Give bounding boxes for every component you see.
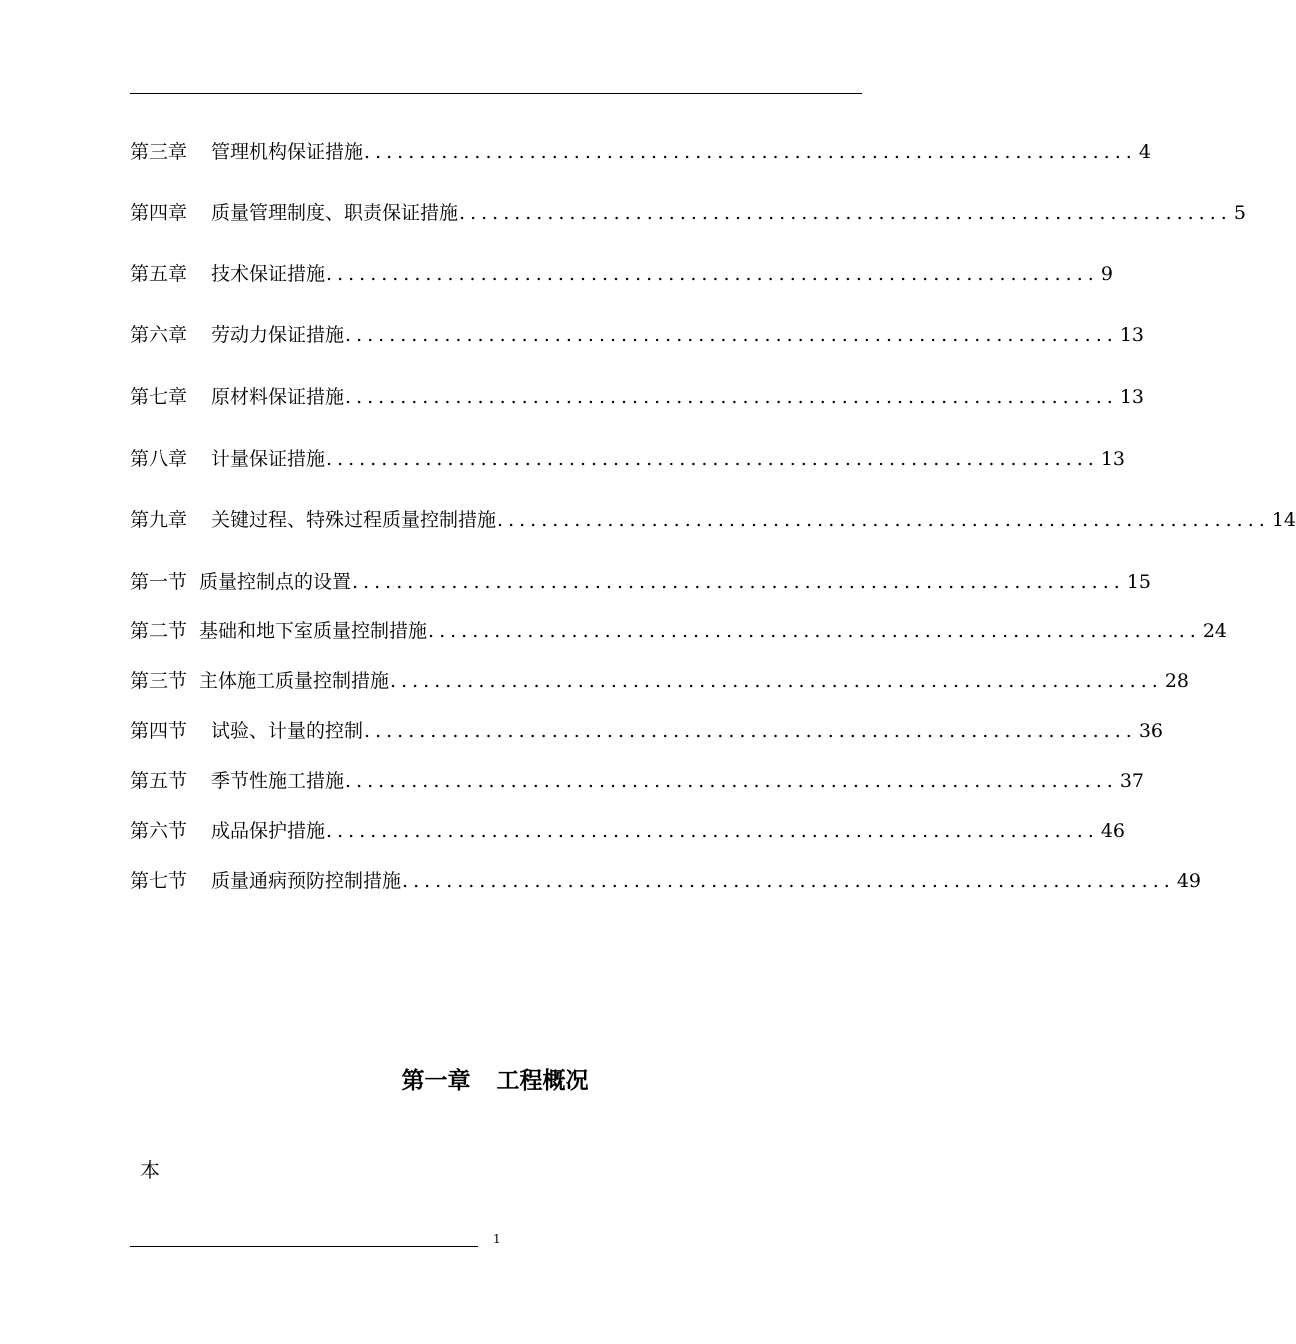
toc-entry-number: 第四章 [130, 202, 188, 224]
toc-entry-title: 管理机构保证措施 [211, 141, 364, 163]
toc-entry[interactable] [130, 567, 1151, 597]
toc-entry-page: 15 [1126, 571, 1151, 593]
toc-entry-title: 质量控制点的设置 [199, 571, 352, 593]
toc-entry-number: 第九章 [130, 509, 188, 531]
toc-entry-page: 9 [1100, 263, 1113, 285]
toc-entry-title: 质量通病预防控制措施 [211, 870, 402, 892]
page-number: 1 [493, 1232, 501, 1246]
toc-entry[interactable] [130, 259, 1113, 289]
toc-entry[interactable] [130, 382, 1144, 412]
toc-entry-title: 试验、计量的控制 [211, 720, 364, 742]
toc-entry-number: 第八章 [130, 448, 188, 470]
toc-entry-title: 劳动力保证措施 [211, 324, 345, 346]
toc-entry-page: 14 [1271, 509, 1296, 531]
toc-entry-title: 主体施工质量控制措施 [199, 670, 390, 692]
toc-entry-page: 13 [1119, 324, 1144, 346]
toc-entry-number: 第六节 [130, 820, 188, 842]
toc-entry-number: 第四节 [130, 720, 188, 742]
toc-leader-dots: ...................................................................... [326, 820, 1099, 842]
toc-entry-number: 第三节 [130, 670, 188, 692]
toc-entry-page: 46 [1100, 820, 1125, 842]
toc-entry-title: 原材料保证措施 [211, 386, 345, 408]
toc-leader-dots: ...................................................................... [364, 141, 1137, 163]
toc-entry-page: 5 [1233, 202, 1246, 224]
toc-entry[interactable] [130, 137, 1151, 167]
toc-entry-number: 第二节 [130, 620, 188, 642]
toc-entry-page: 24 [1202, 620, 1227, 642]
toc-entry-number: 第五节 [130, 770, 188, 792]
toc-entry-title: 基础和地下室质量控制措施 [199, 620, 428, 642]
toc-leader-dots: ...................................................................... [352, 571, 1125, 593]
toc-entry[interactable] [130, 198, 1246, 228]
toc-entry-title: 关键过程、特殊过程质量控制措施 [211, 509, 497, 531]
toc-entry[interactable] [130, 320, 1144, 350]
toc-entry-page: 49 [1176, 870, 1201, 892]
toc-entry-title: 质量管理制度、职责保证措施 [211, 202, 459, 224]
toc-leader-dots: ...................................................................... [402, 870, 1175, 892]
toc-entry[interactable] [130, 716, 1163, 746]
toc-entry[interactable] [130, 616, 1227, 646]
toc-entry[interactable] [130, 816, 1125, 846]
toc-entry-number: 第五章 [130, 263, 188, 285]
toc-leader-dots: ...................................................................... [345, 386, 1118, 408]
toc-entry[interactable] [130, 866, 1201, 896]
header-rule [130, 93, 862, 94]
toc-leader-dots: ...................................................................... [390, 670, 1163, 692]
toc-entry-page: 13 [1100, 448, 1125, 470]
toc-leader-dots: ...................................................................... [326, 448, 1099, 470]
toc-entry-page: 13 [1119, 386, 1144, 408]
chapter-heading [0, 1063, 990, 1099]
toc-entry-page: 28 [1164, 670, 1189, 692]
toc-entry[interactable] [130, 766, 1144, 796]
toc-entry[interactable] [130, 666, 1189, 696]
toc-entry[interactable] [130, 444, 1125, 474]
toc-entry-title: 技术保证措施 [211, 263, 326, 285]
toc-entry-title: 计量保证措施 [211, 448, 326, 470]
toc-entry-number: 第一节 [130, 571, 188, 593]
toc-leader-dots: ...................................................................... [326, 263, 1099, 285]
toc-leader-dots: ...................................................................... [345, 770, 1118, 792]
toc-leader-dots: ...................................................................... [428, 620, 1201, 642]
toc-leader-dots: ...................................................................... [459, 202, 1232, 224]
toc-entry-page: 4 [1138, 141, 1151, 163]
toc-entry-page: 36 [1138, 720, 1163, 742]
footer-rule [130, 1246, 478, 1247]
toc-entry-title: 成品保护措施 [211, 820, 326, 842]
toc-leader-dots: ...................................................................... [364, 720, 1137, 742]
toc-entry-number: 第七章 [130, 386, 188, 408]
toc-leader-dots: ...................................................................... [345, 324, 1118, 346]
chapter-number: 第一章 [401, 1068, 471, 1094]
toc-entry-page: 37 [1119, 770, 1144, 792]
toc-entry-title: 季节性施工措施 [211, 770, 345, 792]
toc-entry-number: 第六章 [130, 324, 188, 346]
toc-entry-number: 第三章 [130, 141, 188, 163]
chapter-title: 工程概况 [496, 1068, 589, 1094]
toc-entry-number: 第七节 [130, 870, 188, 892]
body-paragraph: 本 [140, 1158, 160, 1182]
toc-leader-dots: ...................................................................... [497, 509, 1270, 531]
toc-entry[interactable] [130, 505, 1296, 535]
